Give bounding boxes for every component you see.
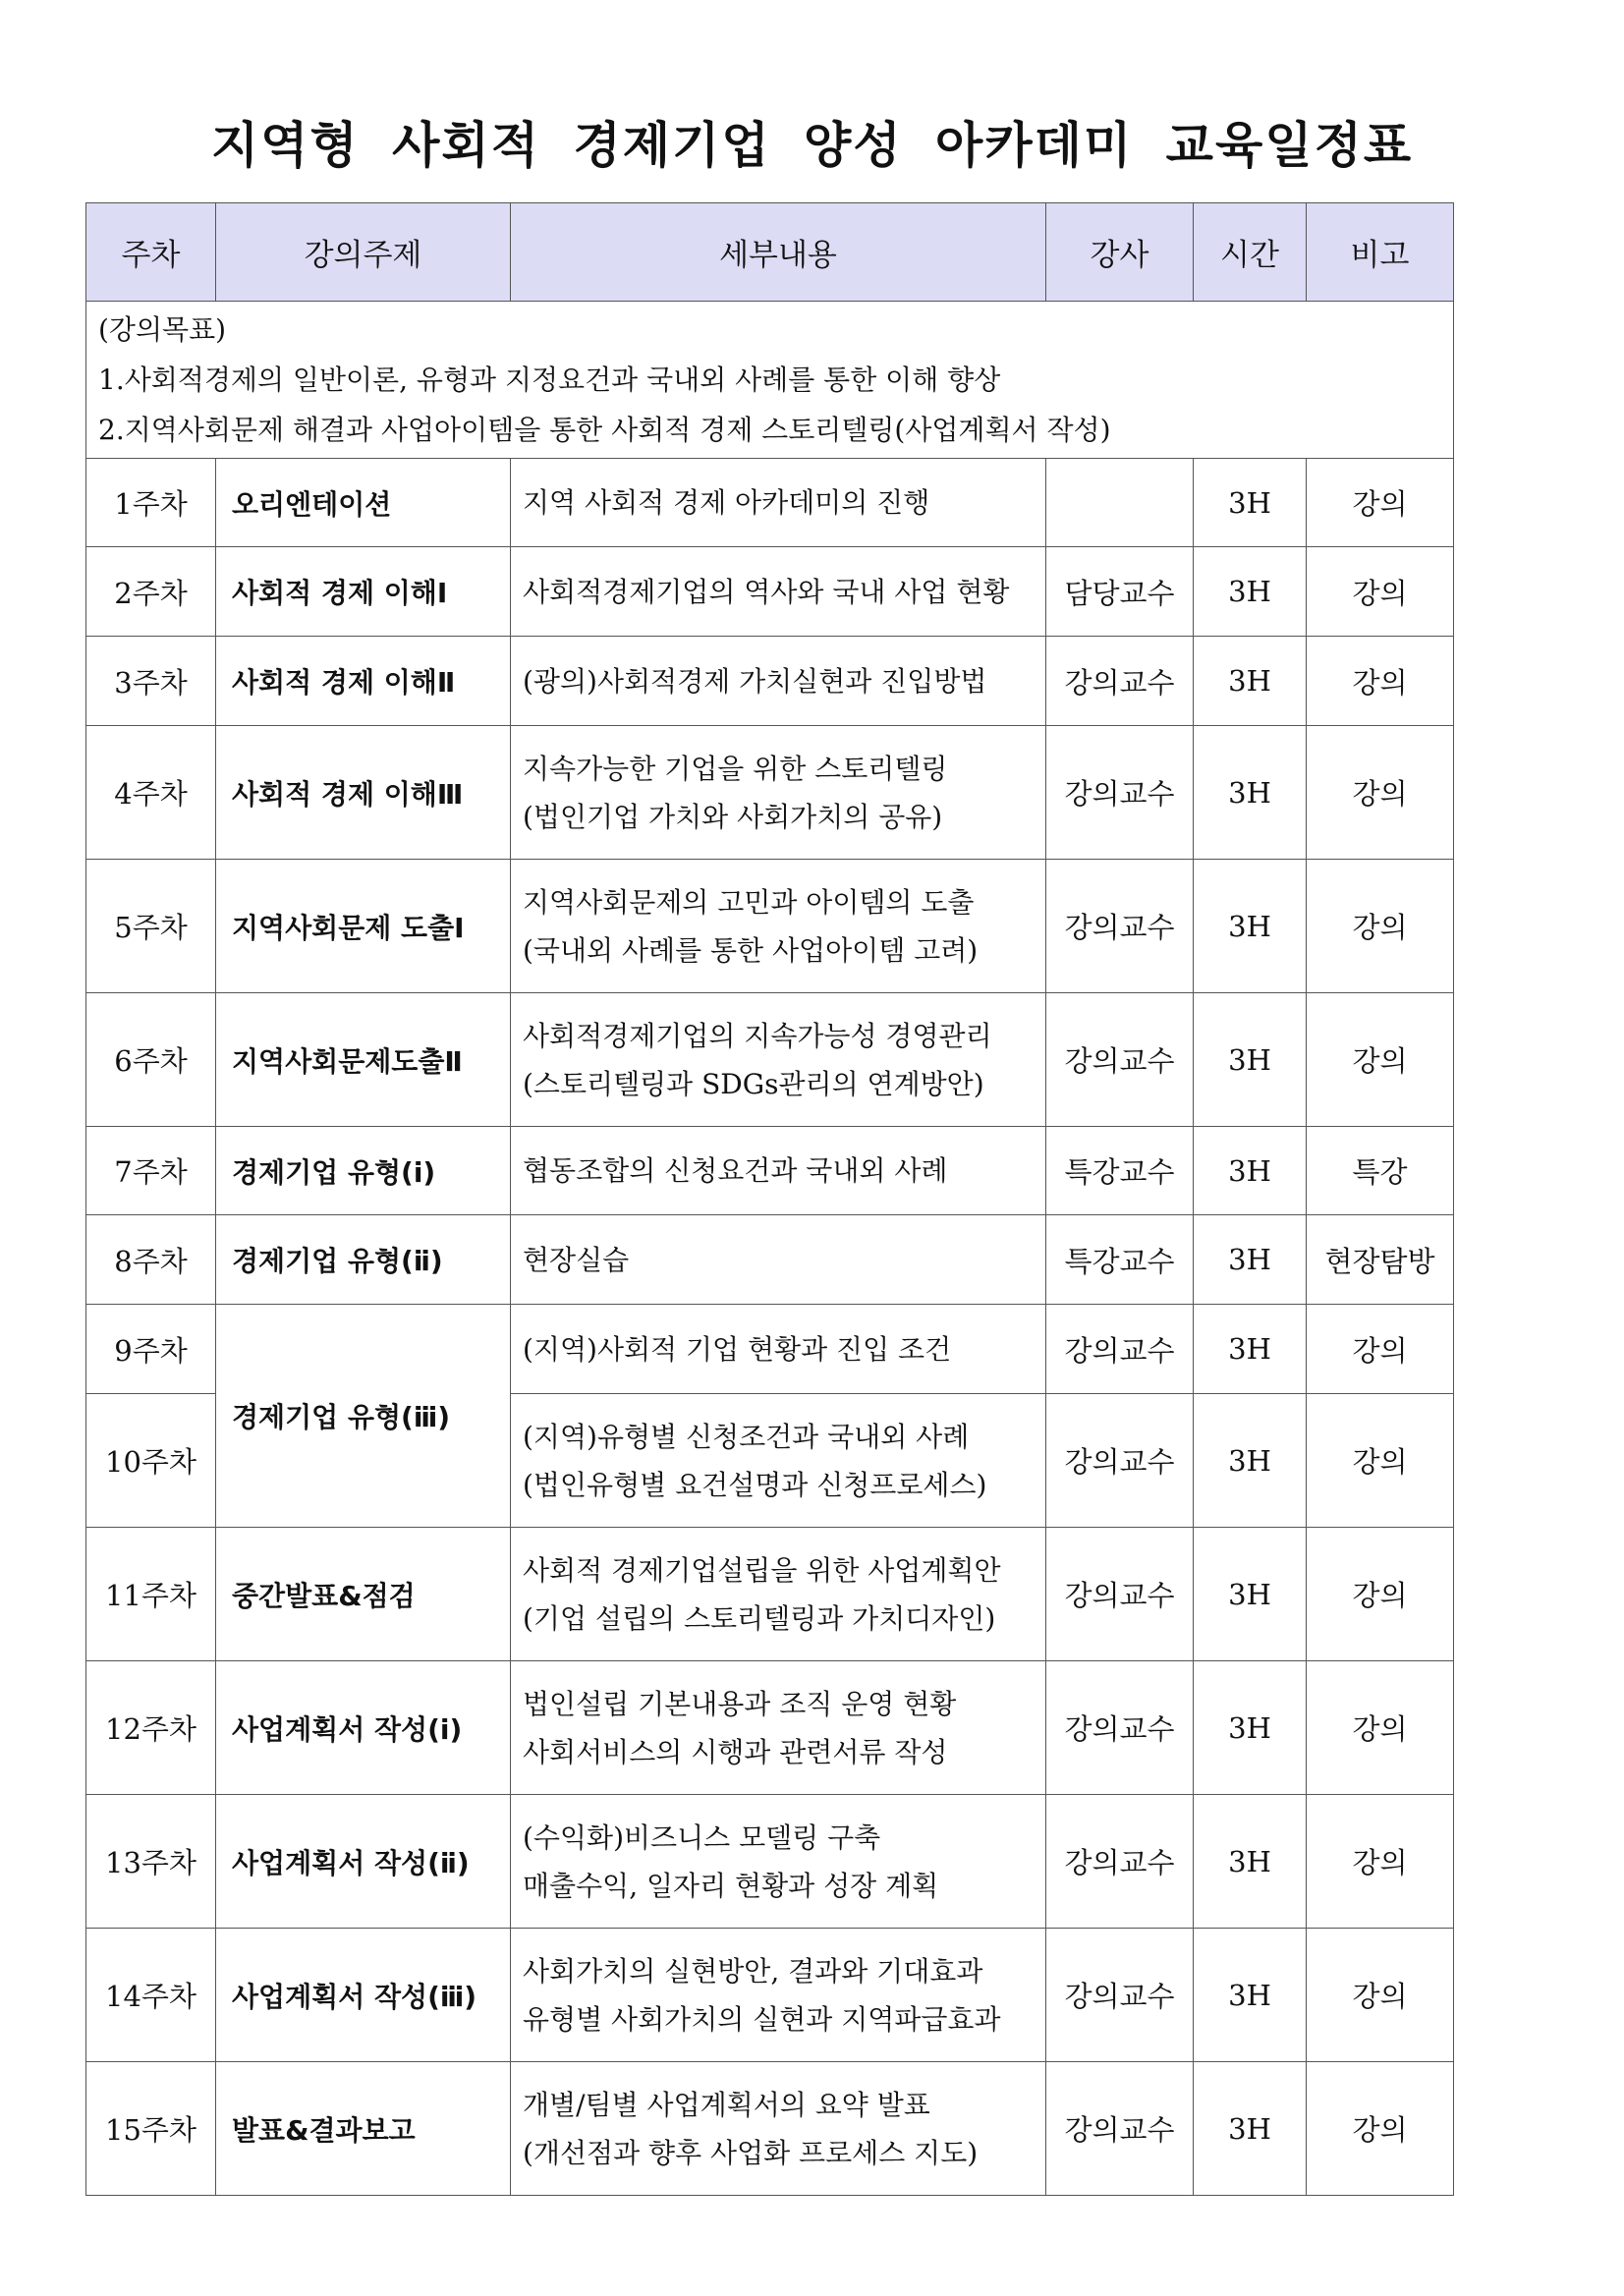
note-cell: 현장탐방 (1307, 1215, 1454, 1305)
detail-cell (511, 1661, 1046, 1795)
hours-cell: 3H (1194, 1661, 1307, 1795)
table-row (86, 1215, 1454, 1305)
week-cell: 15주차 (86, 2062, 216, 2196)
detail-line: 지역사회문제의 고민과 아이템의 도출 (523, 885, 975, 919)
topic-cell: 지역사회문제 도출Ⅰ (216, 860, 511, 993)
topic-cell: 사회적 경제 이해Ⅱ (216, 637, 511, 726)
week-cell: 10주차 (86, 1394, 216, 1528)
instructor-cell: 강의교수 (1046, 2062, 1194, 2196)
header-detail: 세부내용 (511, 203, 1046, 302)
detail-line: (광의)사회적경제 가치실현과 진입방법 (523, 664, 987, 698)
week-cell: 2주차 (86, 547, 216, 637)
hours-cell: 3H (1194, 1394, 1307, 1528)
detail-line: 사회적 경제기업설립을 위한 사업계획안 (523, 1553, 1001, 1587)
page-title: 지역형 사회적 경제기업 양성 아카데미 교육일정표 (210, 117, 1414, 174)
goals-heading: (강의목표) (98, 313, 227, 346)
detail-line: 사회가치의 실현방안, 결과와 기대효과 (523, 1954, 983, 1988)
detail-cell (511, 860, 1046, 993)
topic-cell: 사회적 경제 이해Ⅲ (216, 726, 511, 860)
hours-cell: 3H (1194, 726, 1307, 860)
detail-cell (511, 637, 1046, 726)
week-cell: 3주차 (86, 637, 216, 726)
table-row (86, 1127, 1454, 1215)
topic-cell: 사업계획서 작성(ⅲ) (216, 1929, 511, 2062)
topic-cell: 경제기업 유형(ⅲ) (216, 1305, 511, 1528)
topic-cell: 사업계획서 작성(ⅱ) (216, 1795, 511, 1929)
table-row (86, 993, 1454, 1127)
instructor-cell: 강의교수 (1046, 726, 1194, 860)
instructor-cell: 강의교수 (1046, 993, 1194, 1127)
hours-cell: 3H (1194, 1215, 1307, 1305)
hours-cell: 3H (1194, 1305, 1307, 1394)
week-cell: 14주차 (86, 1929, 216, 2062)
topic-cell: 경제기업 유형(ⅱ) (216, 1215, 511, 1305)
course-goals (86, 302, 1454, 459)
detail-cell (511, 547, 1046, 637)
detail-cell (511, 1528, 1046, 1661)
detail-cell (511, 1394, 1046, 1528)
hours-cell: 3H (1194, 860, 1307, 993)
note-cell: 강의 (1307, 459, 1454, 547)
detail-cell (511, 1215, 1046, 1305)
table-row (86, 726, 1454, 860)
note-cell: 강의 (1307, 1661, 1454, 1795)
topic-cell: 사업계획서 작성(ⅰ) (216, 1661, 511, 1795)
instructor-cell: 담당교수 (1046, 547, 1194, 637)
week-cell: 9주차 (86, 1305, 216, 1394)
detail-line: (스토리텔링과 SDGs관리의 연계방안) (523, 1067, 984, 1100)
course-goals-row (86, 302, 1454, 459)
instructor-cell: 강의교수 (1046, 1795, 1194, 1929)
week-cell: 6주차 (86, 993, 216, 1127)
detail-line: 개별/팀별 사업계획서의 요약 발표 (523, 2088, 930, 2121)
note-cell: 강의 (1307, 1929, 1454, 2062)
instructor-cell: 강의교수 (1046, 1929, 1194, 2062)
instructor-cell: 강의교수 (1046, 1661, 1194, 1795)
schedule-table (85, 202, 1454, 2196)
table-row (86, 459, 1454, 547)
note-cell: 강의 (1307, 547, 1454, 637)
note-cell: 강의 (1307, 2062, 1454, 2196)
hours-cell: 3H (1194, 547, 1307, 637)
week-cell: 1주차 (86, 459, 216, 547)
detail-line: (법인기업 가치와 사회가치의 공유) (523, 800, 943, 833)
topic-cell: 경제기업 유형(ⅰ) (216, 1127, 511, 1215)
topic-cell: 발표&결과보고 (216, 2062, 511, 2196)
detail-line: (개선점과 향후 사업화 프로세스 지도) (523, 2136, 979, 2169)
table-row (86, 860, 1454, 993)
header-topic: 강의주제 (216, 203, 511, 302)
instructor-cell: 강의교수 (1046, 637, 1194, 726)
header-hours: 시간 (1194, 203, 1307, 302)
instructor-cell: 특강교수 (1046, 1127, 1194, 1215)
week-cell: 11주차 (86, 1528, 216, 1661)
note-cell: 강의 (1307, 1795, 1454, 1929)
detail-cell (511, 726, 1046, 860)
instructor-cell: 특강교수 (1046, 1215, 1194, 1305)
detail-line: 현장실습 (523, 1243, 630, 1276)
topic-cell: 지역사회문제도출Ⅱ (216, 993, 511, 1127)
note-cell: 강의 (1307, 1394, 1454, 1528)
instructor-cell: 강의교수 (1046, 1394, 1194, 1528)
detail-line: (수익화)비즈니스 모델링 구축 (523, 1820, 881, 1854)
detail-line: (지역)사회적 기업 현황과 진입 조건 (523, 1332, 952, 1366)
detail-line: 협동조합의 신청요건과 국내외 사례 (523, 1154, 948, 1187)
note-cell: 강의 (1307, 993, 1454, 1127)
detail-cell (511, 1929, 1046, 2062)
table-row (86, 1661, 1454, 1795)
note-cell: 강의 (1307, 860, 1454, 993)
header-note: 비고 (1307, 203, 1454, 302)
note-cell: 강의 (1307, 637, 1454, 726)
detail-cell (511, 2062, 1046, 2196)
detail-cell (511, 1127, 1046, 1215)
note-cell: 특강 (1307, 1127, 1454, 1215)
detail-cell (511, 459, 1046, 547)
detail-line: 사회서비스의 시행과 관련서류 작성 (523, 1735, 948, 1768)
instructor-cell: 강의교수 (1046, 860, 1194, 993)
note-cell: 강의 (1307, 726, 1454, 860)
table-row (86, 1795, 1454, 1929)
header-instructor: 강사 (1046, 203, 1194, 302)
detail-cell (511, 1795, 1046, 1929)
hours-cell: 3H (1194, 1127, 1307, 1215)
detail-line: (지역)유형별 신청조건과 국내외 사례 (523, 1420, 970, 1453)
table-row (86, 1528, 1454, 1661)
detail-line: 매출수익, 일자리 현황과 성장 계획 (523, 1869, 939, 1902)
instructor-cell: 강의교수 (1046, 1305, 1194, 1394)
table-row (86, 637, 1454, 726)
hours-cell: 3H (1194, 993, 1307, 1127)
goal-item-2: 2.지역사회문제 해결과 사업아이템을 통한 사회적 경제 스토리텔링(사업계획서 작성) (98, 414, 1111, 446)
topic-cell: 오리엔테이션 (216, 459, 511, 547)
topic-cell: 중간발표&점검 (216, 1528, 511, 1661)
detail-line: 유형별 사회가치의 실현과 지역파급효과 (523, 2002, 1001, 2036)
detail-line: 법인설립 기본내용과 조직 운영 현황 (523, 1687, 957, 1720)
table-row (86, 1929, 1454, 2062)
week-cell: 13주차 (86, 1795, 216, 1929)
instructor-cell: 강의교수 (1046, 1528, 1194, 1661)
table-row (86, 2062, 1454, 2196)
detail-line: 사회적경제기업의 지속가능성 경영관리 (523, 1019, 992, 1052)
hours-cell: 3H (1194, 2062, 1307, 2196)
detail-line: 사회적경제기업의 역사와 국내 사업 현황 (523, 575, 1010, 608)
hours-cell: 3H (1194, 1795, 1307, 1929)
detail-line: 지속가능한 기업을 위한 스토리텔링 (523, 752, 948, 785)
hours-cell: 3H (1194, 1528, 1307, 1661)
detail-line: (국내외 사례를 통한 사업아이템 고려) (523, 933, 979, 967)
hours-cell: 3H (1194, 459, 1307, 547)
detail-line: 지역 사회적 경제 아카데미의 진행 (523, 486, 930, 519)
hours-cell: 3H (1194, 1929, 1307, 2062)
instructor-cell (1046, 459, 1194, 547)
note-cell: 강의 (1307, 1528, 1454, 1661)
header-week: 주차 (86, 203, 216, 302)
detail-line: (법인유형별 요건설명과 신청프로세스) (523, 1468, 987, 1501)
week-cell: 12주차 (86, 1661, 216, 1795)
topic-cell: 사회적 경제 이해Ⅰ (216, 547, 511, 637)
detail-cell (511, 993, 1046, 1127)
week-cell: 5주차 (86, 860, 216, 993)
detail-line: (기업 설립의 스토리텔링과 가치디자인) (523, 1601, 996, 1635)
week-cell: 7주차 (86, 1127, 216, 1215)
hours-cell: 3H (1194, 637, 1307, 726)
table-row (86, 1305, 1454, 1394)
goal-item-1: 1.사회적경제의 일반이론, 유형과 지정요건과 국내외 사례를 통한 이해 향상 (98, 364, 1001, 396)
week-cell: 8주차 (86, 1215, 216, 1305)
detail-cell (511, 1305, 1046, 1394)
note-cell: 강의 (1307, 1305, 1454, 1394)
table-row (86, 547, 1454, 637)
table-header-row (86, 203, 1454, 302)
week-cell: 4주차 (86, 726, 216, 860)
